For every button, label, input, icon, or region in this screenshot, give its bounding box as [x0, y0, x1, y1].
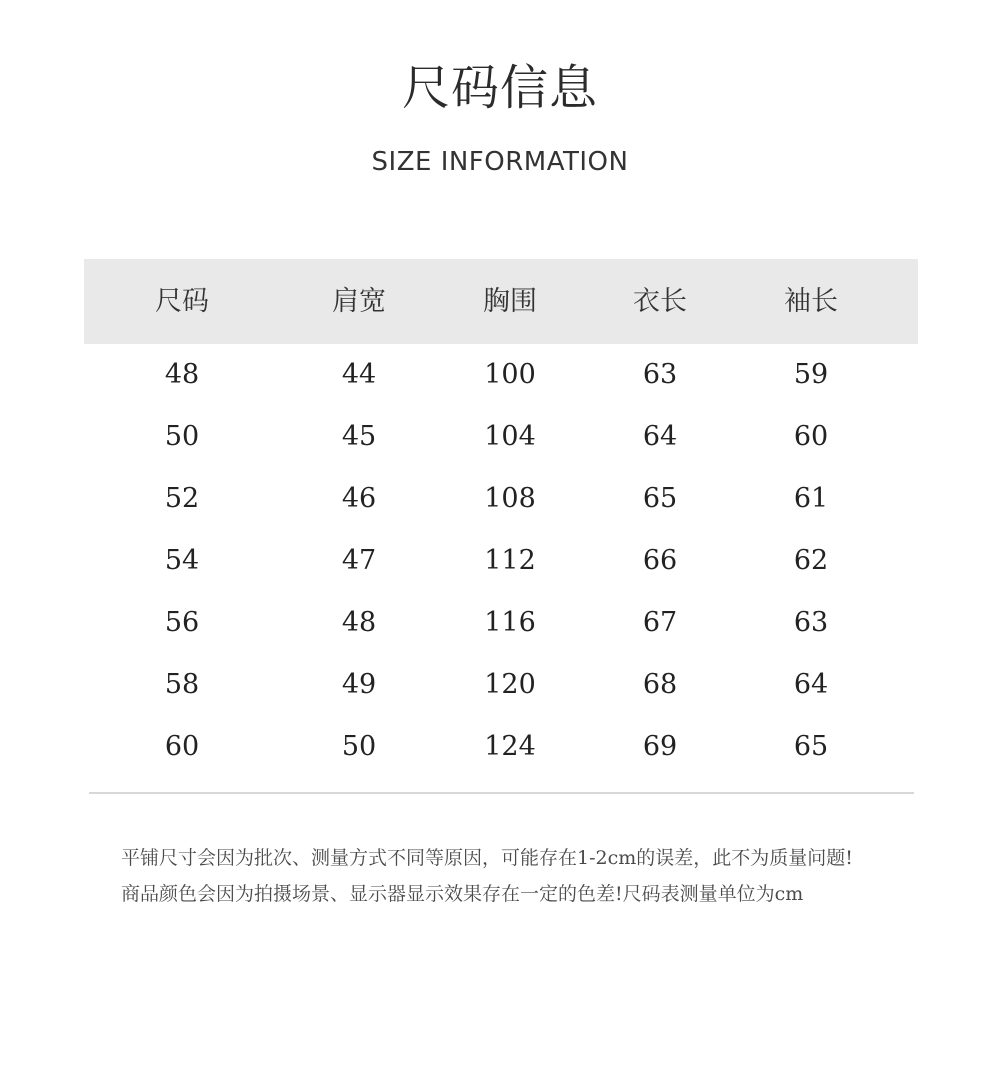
- table-cell: 46: [341, 483, 377, 514]
- table-cell: 50: [341, 731, 377, 762]
- table-cell: 63: [642, 359, 678, 390]
- header-sleeve: 袖长: [784, 286, 838, 317]
- note-color: 商品颜色会因为拍摄场景、显示器显示效果存在一定的色差!尺码表测量单位为cm: [121, 883, 804, 905]
- table-cell: 60: [793, 421, 829, 452]
- table-cell: 48: [164, 359, 200, 390]
- table-cell: 66: [642, 545, 678, 576]
- table-cell: 116: [484, 607, 536, 638]
- table-cell: 63: [793, 607, 829, 638]
- table-cell: 62: [793, 545, 829, 576]
- table-cell: 65: [793, 731, 829, 762]
- table-cell: 65: [642, 483, 678, 514]
- table-row: [84, 716, 918, 778]
- table-row: [84, 468, 918, 530]
- table-row: [84, 654, 918, 716]
- table-cell: 64: [793, 669, 829, 700]
- header-length: 衣长: [633, 286, 687, 317]
- table-divider: [89, 792, 914, 794]
- table-cell: 104: [484, 421, 536, 452]
- table-row: [84, 592, 918, 654]
- table-cell: 47: [341, 545, 377, 576]
- page-title: 尺码信息: [401, 60, 598, 116]
- table-row: [84, 530, 918, 592]
- table-cell: 68: [642, 669, 678, 700]
- table-cell: 56: [164, 607, 200, 638]
- table-cell: 60: [164, 731, 200, 762]
- table-cell: 61: [793, 483, 829, 514]
- table-cell: 49: [341, 669, 377, 700]
- table-cell: 58: [164, 669, 200, 700]
- table-cell: 67: [642, 607, 678, 638]
- table-row: [84, 406, 918, 468]
- size-table: [84, 259, 918, 778]
- header-shoulder: 肩宽: [332, 286, 386, 317]
- table-cell: 120: [484, 669, 536, 700]
- table-cell: 112: [484, 545, 536, 576]
- table-cell: 100: [484, 359, 536, 390]
- table-cell: 108: [484, 483, 536, 514]
- table-cell: 69: [642, 731, 678, 762]
- table-cell: 59: [793, 359, 829, 390]
- table-cell: 124: [484, 731, 536, 762]
- table-cell: 44: [341, 359, 377, 390]
- header-chest: 胸围: [483, 286, 537, 317]
- table-cell: 54: [164, 545, 200, 576]
- table-cell: 48: [341, 607, 377, 638]
- header-size: 尺码: [155, 286, 209, 317]
- table-cell: 64: [642, 421, 678, 452]
- note-measurement: 平铺尺寸会因为批次、测量方式不同等原因，可能存在1-2cm的误差，此不为质量问题!: [121, 847, 853, 869]
- table-cell: 45: [341, 421, 377, 452]
- table-row: [84, 344, 918, 406]
- table-cell: 52: [164, 483, 200, 514]
- table-header: [84, 259, 918, 344]
- table-cell: 50: [164, 421, 200, 452]
- page-subtitle: SIZE INFORMATION: [371, 147, 629, 177]
